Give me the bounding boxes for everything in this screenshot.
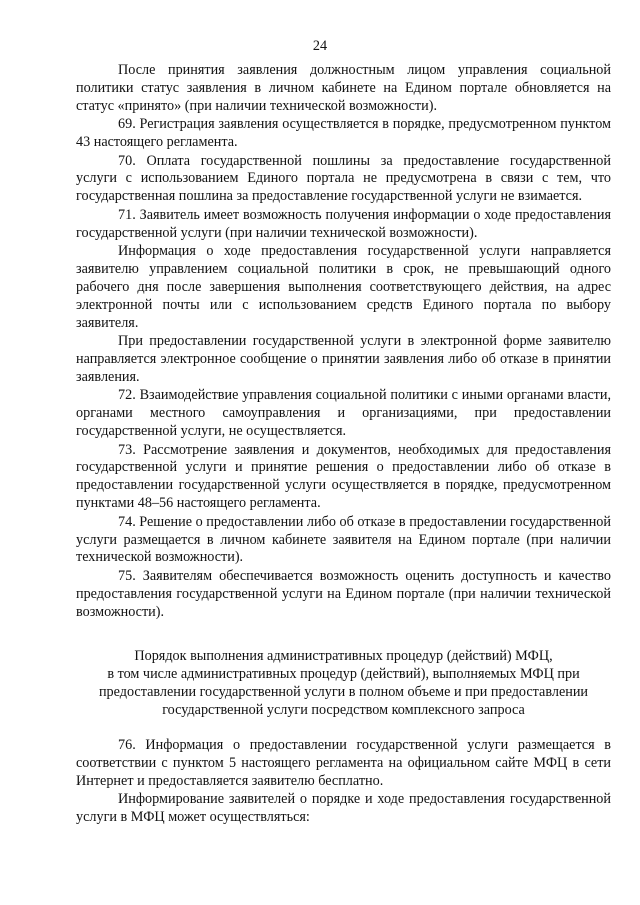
page-number: 24: [312, 38, 328, 54]
paragraph-73: 73. Рассмотрение заявления и документов, необходимых для предоставления государственной услуги и принятие решения о предоставлении либо об отказе в предоставлении государственной услуги осуществляется в порядке, предусмотренном пунктами 48–56 настоящего регламента.: [76, 441, 611, 512]
paragraph-75: 75. Заявителям обеспечивается возможность оценить доступность и качество предоставления государственной услуги на Едином портале (при наличии технической возможности).: [76, 567, 611, 620]
paragraph-71-electronic: При предоставлении государственной услуги в электронной форме заявителю направляется электронное сообщение о принятии заявления либо об отказе в принятии заявления.: [76, 333, 611, 385]
heading-line: предоставлении государственной услуги в полном объеме и при предоставлении: [98, 683, 589, 700]
heading-line: в том числе административных процедур (действий), выполняемых МФЦ при: [107, 665, 580, 682]
paragraph-74: 74. Решение о предоставлении либо об отказе в предоставлении государственной услуги размещается в личном кабинете заявителя на Едином портале (при наличии технической возможности).: [76, 513, 611, 566]
body-text-block-after-heading: [76, 737, 611, 827]
body-text-block: [76, 62, 611, 622]
heading-line: Порядок выполнения административных процедур (действий) МФЦ,: [134, 648, 553, 664]
paragraph-71: 71. Заявитель имеет возможность получения информации о ходе предоставления государственной услуги (при наличии технической возможности).: [76, 206, 611, 241]
heading-line: государственной услуги посредством комплексного запроса: [162, 701, 525, 718]
paragraph-71-info: Информация о ходе предоставления государственной услуги направляется заявителю управлением социальной политики в срок, не превышающий одного рабочего дня после завершения выполнения соответствующего действия, на адрес электронной почты или с использованием средств Единого портала по выбору заявителя.: [76, 243, 611, 331]
section-heading: [76, 648, 611, 720]
paragraph-76: 76. Информация о предоставлении государственной услуги размещается в соответствии с пунктом 5 настоящего регламента на официальном сайте МФЦ в сети Интернет и предоставляется заявителю бесплатно.: [76, 737, 611, 789]
paragraph-72: 72. Взаимодействие управления социальной политики с иными органами власти, органами местного самоуправления и организациями, при предоставлении государственной услуги, не осуществляется.: [76, 387, 611, 440]
paragraph-status-update: После принятия заявления должностным лицом управления социальной политики статус заявления в личном кабинете на Едином портале обновляется на статус «принято» (при наличии технической возможности).: [76, 62, 611, 114]
paragraph-70: 70. Оплата государственной пошлины за предоставление государственной услуги с использованием Единого портала не предусмотрена в связи с тем, что государственная пошлина за предоставление государственной услуги не взимается.: [76, 152, 611, 205]
paragraph-69: 69. Регистрация заявления осуществляется в порядке, предусмотренном пунктом 43 настоящего регламента.: [76, 116, 611, 151]
paragraph-76-informing: Информирование заявителей о порядке и ходе предоставления государственной услуги в МФЦ может осуществляться:: [76, 790, 611, 825]
